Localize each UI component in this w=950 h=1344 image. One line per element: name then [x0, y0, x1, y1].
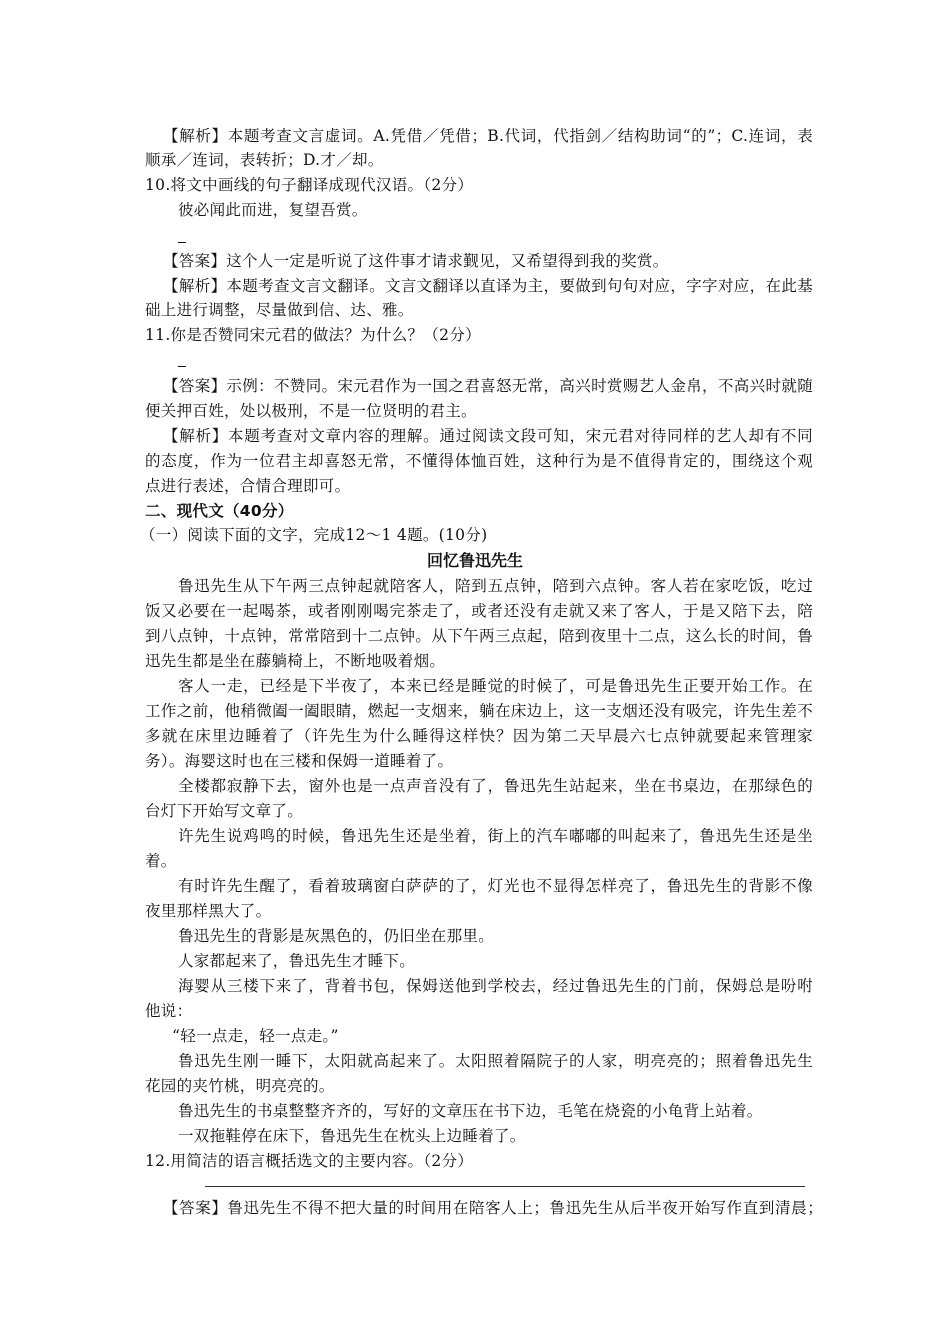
answer-blank-mark	[178, 366, 186, 367]
answer-q10: 【答案】这个人一定是听说了这件事才请求觐见，又希望得到我的奖赏。	[163, 252, 669, 270]
article-paragraph-line: 许先生说鸡鸣的时候，鲁迅先生还是坐着，街上的汽车嘟嘟的叫起来了，鲁迅先生还是坐	[178, 827, 813, 845]
question-11: 11.你是否赞同宋元君的做法？为什么？（2分）	[145, 326, 481, 344]
answer-blank-mark	[178, 242, 186, 243]
article-paragraph-line: 鲁迅先生的书桌整整齐齐的，写好的文章压在书下边，毛笔在烧瓷的小龟背上站着。	[178, 1102, 763, 1120]
article-paragraph-line: 一双拖鞋停在床下，鲁迅先生在枕头上边睡着了。	[178, 1127, 526, 1145]
article-paragraph-line: 迅先生都是坐在藤躺椅上，不断地吸着烟。	[145, 652, 446, 670]
analysis-q11-line1: 【解析】本题考查对文章内容的理解。通过阅读文段可知，宋元君对待同样的艺人却有不同	[163, 427, 813, 445]
article-paragraph-line: 他说：	[145, 1002, 193, 1020]
analysis-q10-line1: 【解析】本题考查文言文翻译。文言文翻译以直译为主，要做到句句对应，字字对应，在此基	[163, 277, 813, 295]
analysis-q11-line2: 的态度，作为一位君主却喜怒无常，不懂得体恤百姓，这种行为是不值得肯定的，围绕这个观	[145, 452, 813, 470]
article-paragraph-line: 客人一走，已经是下半夜了，本来已经是睡觉的时候了，可是鲁迅先生正要开始工作。在	[178, 677, 813, 695]
article-paragraph-line: 鲁迅先生的背影是灰黑色的，仍旧坐在那里。	[178, 927, 495, 945]
answer-q11-line2: 便关押百姓，处以极刑，不是一位贤明的君主。	[145, 402, 477, 420]
article-paragraph-line: 夜里那样黑大了。	[145, 902, 272, 920]
answer-line	[205, 1186, 805, 1187]
analysis-q9-line2: 顺承／连词，表转折；D.才／却。	[145, 151, 384, 169]
article-paragraph-line: 饭又必要在一起喝茶，或者刚刚喝完茶走了，或者还没有走就又来了客人，于是又陪下去，陪	[145, 602, 813, 620]
article-paragraph-line: 到八点钟，十点钟，常常陪到十二点钟。从下午两三点起，陪到夜里十二点，这么长的时间，鲁	[145, 627, 813, 645]
question-10: 10.将文中画线的句子翻译成现代汉语。（2分）	[145, 176, 474, 194]
article-paragraph-line: 海婴从三楼下来了，背着书包，保姆送他到学校去，经过鲁迅先生的门前，保姆总是吩咐	[178, 977, 813, 995]
article-paragraph-line: “轻一点走，轻一点走。”	[172, 1027, 339, 1045]
question-10-sentence: 彼必闻此而进，复望吾赏。	[178, 201, 368, 219]
question-12: 12.用简洁的语言概括选文的主要内容。（2分）	[145, 1152, 474, 1170]
answer-q11-line1: 【答案】示例：不赞同。宋元君作为一国之君喜怒无常，高兴时赏赐艺人金帛，不高兴时就随	[163, 377, 813, 395]
analysis-q10-line2: 础上进行调整，尽量做到信、达、雅。	[145, 301, 414, 319]
article-paragraph-line: 鲁迅先生从下午两三点钟起就陪客人，陪到五点钟，陪到六点钟。客人若在家吃饭，吃过	[178, 577, 813, 595]
article-paragraph-line: 多就在床里边睡着了（许先生为什么睡得这样快？因为第二天早晨六七点钟就要起来管理家	[145, 727, 813, 745]
article-title: 回忆鲁迅先生	[426, 551, 523, 570]
article-paragraph-line: 务）。海婴这时也在三楼和保姆一道睡着了。	[145, 752, 454, 770]
article-paragraph-line: 台灯下开始写文章了。	[145, 802, 304, 820]
analysis-q11-line3: 点进行表述，合情合理即可。	[145, 477, 351, 495]
article-paragraph-line: 着。	[145, 852, 177, 870]
article-paragraph-line: 鲁迅先生刚一睡下，太阳就高起来了。太阳照着隔院子的人家，明亮亮的；照着鲁迅先生	[178, 1052, 813, 1070]
article-paragraph-line: 人家都起来了，鲁迅先生才睡下。	[178, 952, 416, 970]
article-paragraph-line: 有时许先生醒了，看着玻璃窗白萨萨的了，灯光也不显得怎样亮了，鲁迅先生的背影不像	[178, 877, 813, 895]
article-paragraph-line: 工作之前，他稍微阖一阖眼睛，燃起一支烟来，躺在床边上，这一支烟还没有吸完，许先生差不	[145, 702, 813, 720]
article-paragraph-line: 全楼都寂静下去，窗外也是一点声音没有了，鲁迅先生站起来，坐在书桌边，在那绿色的	[178, 777, 813, 795]
answer-q12-line1: 【答案】鲁迅先生不得不把大量的时间用在陪客人上；鲁迅先生从后半夜开始写作直到清晨；	[163, 1199, 823, 1217]
analysis-q9-line1: 【解析】本题考查文言虚词。A.凭借／凭借；B.代词，代指剑／结构助词“的”；C.连词，表	[163, 127, 813, 145]
section-subheading: （一）阅读下面的文字，完成12～1 4题。(10分)	[140, 526, 488, 544]
article-paragraph-line: 花园的夹竹桃，明亮亮的。	[145, 1077, 335, 1095]
section-heading: 二、现代文（40分）	[145, 502, 294, 520]
